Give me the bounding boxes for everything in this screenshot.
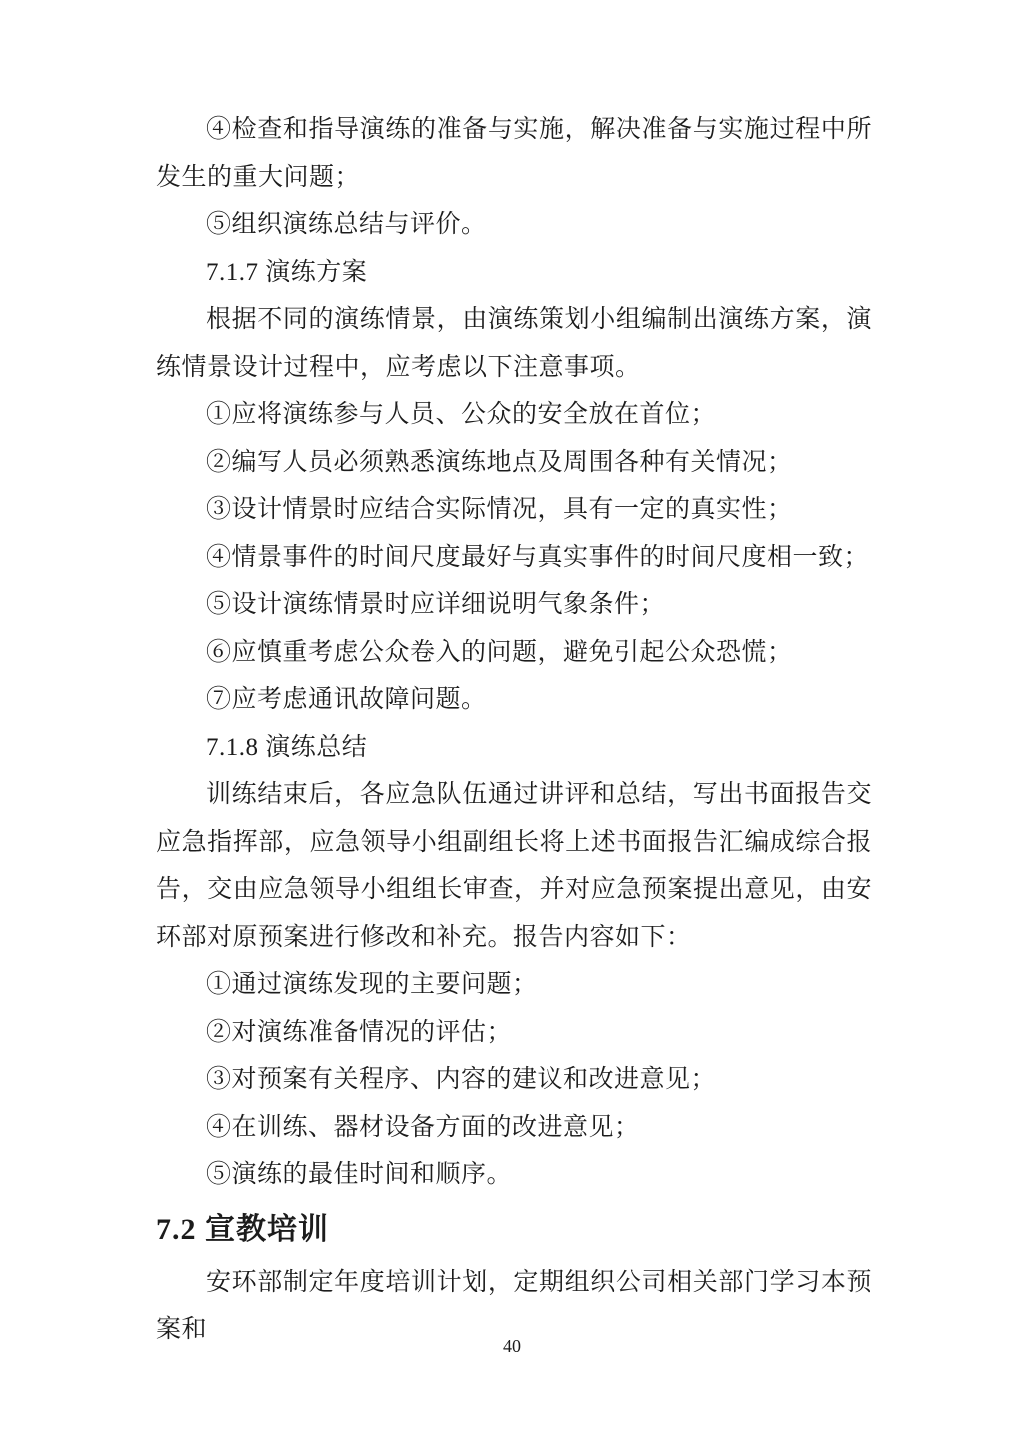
list-item: ⑤演练的最佳时间和顺序。 <box>206 1161 513 1188</box>
list-item: ②对演练准备情况的评估； <box>206 1018 513 1046</box>
list-item: ⑦应考虑通讯故障问题。 <box>206 686 487 713</box>
text-block <box>156 106 872 1354</box>
list-item: ④情景事件的时间尺度最好与真实事件的时间尺度相一致； <box>206 543 870 571</box>
paragraph: 根据不同的演练情景，由演练策划小组编制出演练方案，演练情景设计过程中，应考虑以下注意事项。 <box>156 306 872 381</box>
page-number: 40 <box>503 1336 521 1356</box>
heading-7-2: 7.2 宣教培训 <box>156 1212 329 1246</box>
heading-7-1-8: 7.1.8 演练总结 <box>206 733 368 761</box>
paragraph: 安环部制定年度培训计划，定期组织公司相关部门学习本预案和 <box>156 1268 872 1343</box>
list-item: ③设计情景时应结合实际情况，具有一定的真实性； <box>206 496 793 523</box>
paragraph: ④检查和指导演练的准备与实施，解决准备与实施过程中所发生的重大问题； <box>156 116 872 191</box>
list-item: ①通过演练发现的主要问题； <box>206 971 538 998</box>
list-item: ⑤设计演练情景时应详细说明气象条件； <box>206 591 666 618</box>
paragraph: ⑤组织演练总结与评价。 <box>206 211 487 238</box>
heading-7-1-7: 7.1.7 演练方案 <box>206 258 368 286</box>
list-item: ②编写人员必须熟悉演练地点及周围各种有关情况； <box>206 448 793 476</box>
list-item: ③对预案有关程序、内容的建议和改进意见； <box>206 1066 717 1093</box>
list-item: ⑥应慎重考虑公众卷入的问题，避免引起公众恐慌； <box>206 638 793 666</box>
list-item: ①应将演练参与人员、公众的安全放在首位； <box>206 401 717 428</box>
list-item: ④在训练、器材设备方面的改进意见； <box>206 1113 640 1141</box>
paragraph: 训练结束后，各应急队伍通过讲评和总结，写出书面报告交应急指挥部，应急领导小组副组长将上述书面报告汇编成综合报告，交由应急领导小组组长审查，并对应急预案提出意见，由安环部对原预案进行修改和补充。报告内容如下： <box>156 781 872 951</box>
